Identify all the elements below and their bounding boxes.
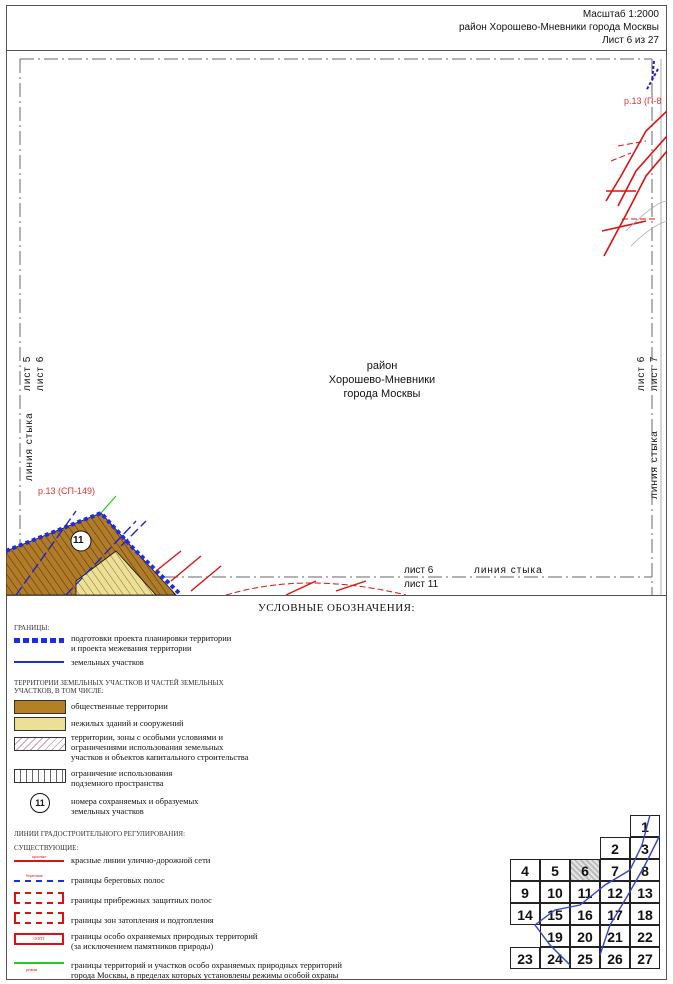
legend-water-protection: границы прибрежных защитных полос xyxy=(71,895,212,905)
sheet-cell[interactable]: 26 xyxy=(600,947,630,969)
sheet-cell[interactable]: 14 xyxy=(510,903,540,925)
special-conditions-swatch xyxy=(14,737,66,751)
bottom-junction-label: линия стыка xyxy=(474,565,543,576)
legend-protected: границы особо охраняемых природных территорий (за исключением памятников природы) xyxy=(71,931,258,951)
district-center-label: район Хорошево-Мневники города Москвы xyxy=(328,360,436,400)
special-regime-swatch-text: режим xyxy=(26,967,38,972)
sheet-cell[interactable]: 1 xyxy=(630,815,660,837)
sheet-cell[interactable]: 20 xyxy=(570,925,600,947)
shore-swatch-text: береговая xyxy=(26,873,43,878)
legend-flood: границы зон затопления и подтопления xyxy=(71,915,214,925)
legend-special-regime: границы территорий и участков особо охраняемых природных территорий города Москвы, в пределах которых установлены режимы особой охраны xyxy=(71,960,342,980)
legend-special-conditions: территории, зоны с особыми условиями и ограничениями использования земельных участков и объектов капитального строительства xyxy=(71,732,249,762)
legend-parcel-boundary: земельных участков xyxy=(71,657,144,667)
nonresidential-swatch xyxy=(14,717,66,731)
sheet-cell[interactable]: 3 xyxy=(630,837,660,859)
legend-nonresidential: нежилых зданий и сооружений xyxy=(71,718,184,728)
right-sheet-label-a: лист 6 xyxy=(636,355,647,391)
bottom-sheet-label-a: лист 6 xyxy=(404,565,434,576)
scale-label: Масштаб 1:2000 xyxy=(582,9,659,20)
right-junction-label: линия стыка xyxy=(649,430,660,499)
left-sheet-label-a: лист 5 xyxy=(22,355,33,391)
map-area[interactable]: 11 район Хорошево-Мневники города Москвы р.13 (СП-149) р.13 (П-8 лист 5 лист 6 линия стыка лист 6 лист 7 линия стыка лист 6 лист 11 линия стыка xyxy=(6,51,667,595)
public-territory-swatch xyxy=(14,700,66,714)
legend-shore: границы береговых полос xyxy=(71,875,165,885)
sheet-cell[interactable]: 9 xyxy=(510,881,540,903)
shore-swatch xyxy=(14,880,64,882)
left-sheet-label-b: лист 6 xyxy=(35,355,46,391)
bottom-sheet-label-b: лист 11 xyxy=(404,579,439,590)
sheet-cell[interactable]: 7 xyxy=(600,859,630,881)
sheet-cell[interactable]: 24 xyxy=(540,947,570,969)
legend-red-lines: красные линии улично-дорожной сети xyxy=(71,855,211,865)
sheet-cell[interactable]: 21 xyxy=(600,925,630,947)
legend-section-territories: ТЕРРИТОРИИ ЗЕМЕЛЬНЫХ УЧАСТКОВ И ЧАСТЕЙ ЗЕМЕЛЬНЫХ УЧАСТКОВ, В ТОМ ЧИСЛЕ: xyxy=(14,679,224,695)
sheet-cell[interactable]: 17 xyxy=(600,903,630,925)
right-sheet-label-b: лист 7 xyxy=(649,355,660,391)
sheet-cell-current[interactable]: 6 xyxy=(570,859,600,881)
sheet-cell[interactable]: 18 xyxy=(630,903,660,925)
sheet-cell[interactable]: 15 xyxy=(540,903,570,925)
legend-section-existing: СУЩЕСТВУЮЩИЕ: xyxy=(14,844,79,852)
special-regime-swatch xyxy=(14,962,64,964)
sheet-index-grid xyxy=(510,815,660,975)
sheet-cell[interactable]: 11 xyxy=(570,881,600,903)
sheet-cell[interactable]: 5 xyxy=(540,859,570,881)
red-lines-swatch xyxy=(14,860,64,862)
sheet-cell[interactable]: 12 xyxy=(600,881,630,903)
legend-title: УСЛОВНЫЕ ОБОЗНАЧЕНИЯ: xyxy=(257,602,416,614)
legend-section-regulation: ЛИНИИ ГРАДОСТРОИТЕЛЬНОГО РЕГУЛИРОВАНИЯ: xyxy=(14,830,186,838)
sheet-cell[interactable]: 10 xyxy=(540,881,570,903)
sheet-cell[interactable]: 13 xyxy=(630,881,660,903)
map-drawing xyxy=(6,51,667,595)
planning-boundary-swatch xyxy=(14,638,64,643)
legend-section-borders: ГРАНИЦЫ: xyxy=(14,624,50,632)
sheet-number-label: Лист 6 из 27 xyxy=(602,35,659,46)
sheet-cell[interactable]: 2 xyxy=(600,837,630,859)
sheet-cell[interactable]: 4 xyxy=(510,859,540,881)
sheet-cell[interactable]: 27 xyxy=(630,947,660,969)
district-label: район Хорошево-Мневники города Москвы xyxy=(458,22,659,33)
left-junction-label: линия стыка xyxy=(24,412,35,481)
protected-swatch: ООПТ xyxy=(14,933,64,945)
water-protection-swatch xyxy=(14,892,64,904)
sheet-cell[interactable]: 16 xyxy=(570,903,600,925)
top-right-red-lines xyxy=(602,111,667,256)
sheet-cell[interactable]: 25 xyxy=(570,947,600,969)
parcel-number-swatch: 11 xyxy=(30,793,50,813)
legend-planning-boundary: подготовки проекта планировки территории и проекта межевания территории xyxy=(71,633,232,653)
sheet-cell[interactable]: 23 xyxy=(510,947,540,969)
legend-public-territories: общественные территории xyxy=(71,701,168,711)
legend-parcel-numbers: номера сохраняемых и образуемых земельных участков xyxy=(71,796,199,816)
sheet-cell[interactable]: 19 xyxy=(540,925,570,947)
sheet-cell[interactable]: 22 xyxy=(630,925,660,947)
sheet-cell[interactable]: 8 xyxy=(630,859,660,881)
flood-swatch xyxy=(14,912,64,924)
underground-swatch xyxy=(14,769,66,783)
red-lines-swatch-text: красные xyxy=(32,854,47,859)
parcel-boundary-swatch xyxy=(14,661,64,663)
legend-underground: ограничение использования подземного пространства xyxy=(71,768,173,788)
sheet-header xyxy=(6,5,667,51)
river-label: р.13 (СП-149) xyxy=(38,486,95,496)
top-right-feature-label: р.13 (П-8 xyxy=(624,96,662,106)
